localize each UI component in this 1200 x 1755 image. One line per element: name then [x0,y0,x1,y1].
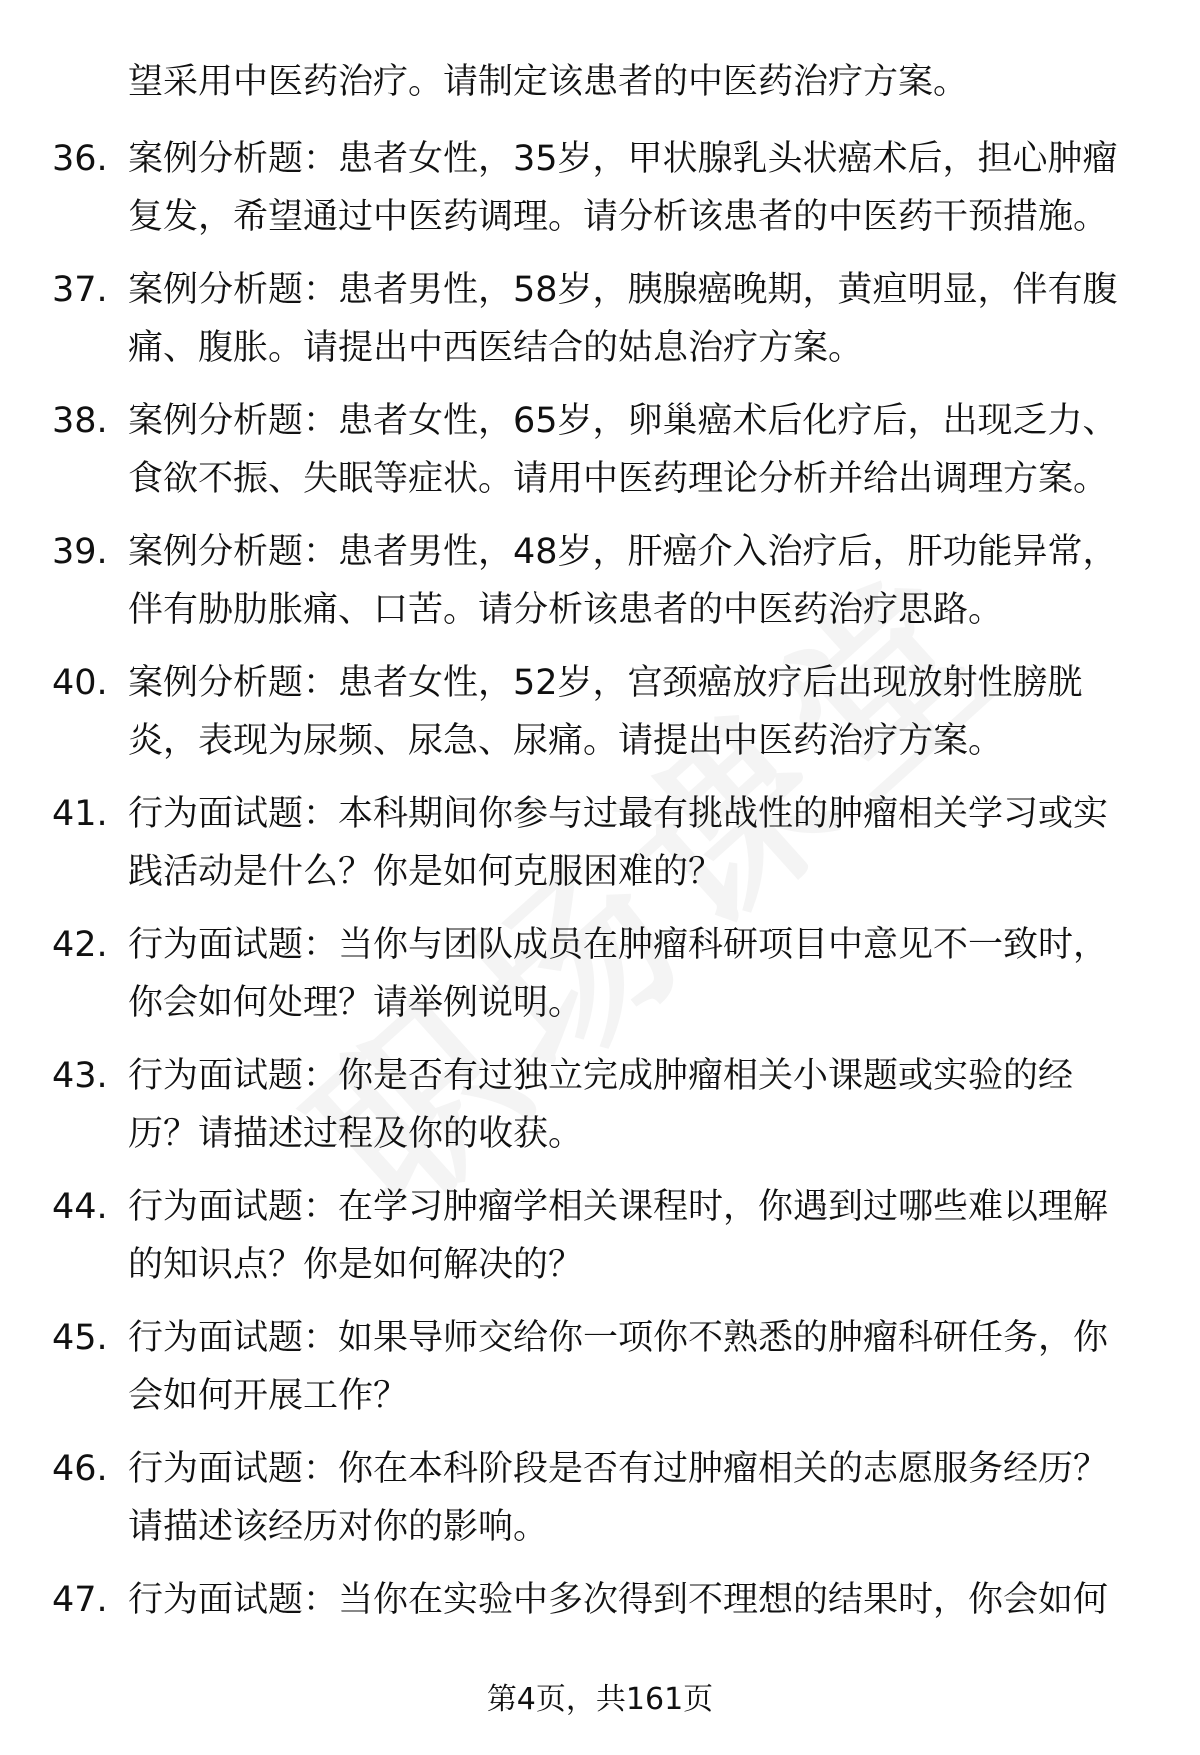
question-number: 47. [52,1580,108,1620]
question-number: 38. [52,401,108,441]
question-item [0,130,1200,261]
question-text-line: 伴有胁肋胀痛、口苦。请分析该患者的中医药治疗思路。 [128,590,1004,630]
question-text-line: 的知识点？你是如何解决的？ [128,1245,584,1285]
question-text-line: 案例分析题：患者男性，48岁，肝癌介入治疗后，肝功能异常， [128,532,1118,572]
question-number: 36. [52,139,108,179]
question-text-line: 痛、腹胀。请提出中西医结合的姑息治疗方案。 [128,328,864,368]
question-text-line: 食欲不振、失眠等症状。请用中医药理论分析并给出调理方案。 [128,459,1109,499]
question-text-line: 案例分析题：患者男性，58岁，胰腺癌晚期，黄疸明显，伴有腹 [128,270,1118,310]
page-number: 第4页，共161页 [486,1682,714,1717]
question-text-line: 历？请描述过程及你的收获。 [128,1114,584,1154]
question-text-line: 行为面试题：当你在实验中多次得到不理想的结果时，你会如何 [128,1580,1109,1620]
question-number: 37. [52,270,108,310]
question-text-line: 践活动是什么？你是如何克服困难的？ [128,852,724,892]
question-item [0,1178,1200,1309]
question-text-line: 行为面试题：你在本科阶段是否有过肿瘤相关的志愿服务经历？ [128,1449,1109,1489]
question-number: 41. [52,794,108,834]
question-item [0,1309,1200,1440]
question-item [0,261,1200,392]
question-text-line: 炎，表现为尿频、尿急、尿痛。请提出中医药治疗方案。 [128,721,1004,761]
question-text-line: 行为面试题：在学习肿瘤学相关课程时，你遇到过哪些难以理解 [128,1187,1109,1227]
question-text-line: 行为面试题：你是否有过独立完成肿瘤相关小课题或实验的经 [128,1056,1074,1096]
question-item [0,1440,1200,1571]
question-list [0,130,1200,1702]
question-text-line: 案例分析题：患者女性，52岁，宫颈癌放疗后出现放射性膀胱 [128,663,1083,703]
continued-question-text: 望采用中医药治疗。请制定该患者的中医药治疗方案。 [128,62,969,102]
question-number: 42. [52,925,108,965]
question-text-line: 行为面试题：当你与团队成员在肿瘤科研项目中意见不一致时， [128,925,1109,965]
question-text-line: 案例分析题：患者女性，65岁，卵巢癌术后化疗后，出现乏力、 [128,401,1118,441]
question-text-line: 行为面试题：如果导师交给你一项你不熟悉的肿瘤科研任务，你 [128,1318,1109,1358]
question-item [0,392,1200,523]
question-text-line: 行为面试题：本科期间你参与过最有挑战性的肿瘤相关学习或实 [128,794,1109,834]
question-item [0,1047,1200,1178]
question-text-line: 会如何开展工作？ [128,1376,409,1416]
question-number: 44. [52,1187,108,1227]
question-item [0,654,1200,785]
question-text-line: 案例分析题：患者女性，35岁，甲状腺乳头状癌术后，担心肿瘤 [128,139,1118,179]
question-text-line: 复发，希望通过中医药调理。请分析该患者的中医药干预措施。 [128,197,1109,237]
question-number: 40. [52,663,108,703]
question-item [0,523,1200,654]
question-text-line: 你会如何处理？请举例说明。 [128,983,584,1023]
question-number: 46. [52,1449,108,1489]
question-number: 39. [52,532,108,572]
question-text-line: 请描述该经历对你的影响。 [128,1507,549,1547]
question-item [0,916,1200,1047]
question-number: 45. [52,1318,108,1358]
question-item [0,785,1200,916]
question-number: 43. [52,1056,108,1096]
